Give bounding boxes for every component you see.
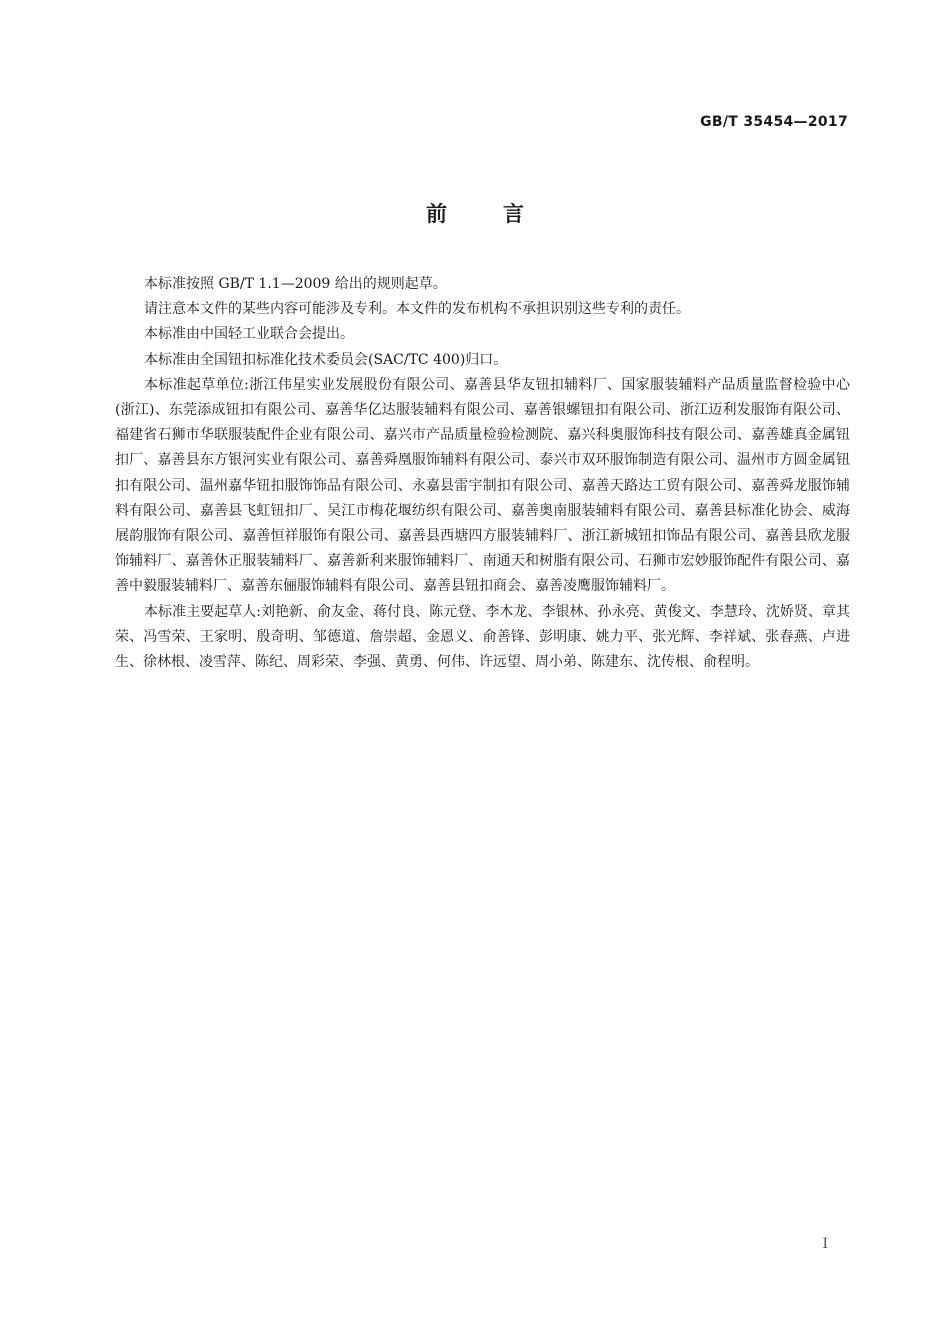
body-text <box>115 272 850 675</box>
paragraph-main-drafters: 本标准主要起草人:刘艳新、俞友金、蒋付良、陈元登、李木龙、李银林、孙永亮、黄俊文、李慧玲、沈娇贤、章其荣、冯雪荣、王家明、殷奇明、邹德道、詹崇超、金恩义、俞善锋、彭明康、姚力平、张光辉、李祥斌、张春燕、卢进生、徐林根、凌雪萍、陈纪、周彩荣、李强、黄勇、何伟、许远望、周小弟、陈建东、沈传根、俞程明。 <box>115 603 850 671</box>
paragraph-proposer: 本标准由中国轻工业联合会提出。 <box>144 326 354 343</box>
paragraph-centralized-by: 本标准由全国钮扣标准化技术委员会(SAC/TC 400)归口。 <box>144 351 508 368</box>
standard-number: GB/T 35454—2017 <box>700 114 848 130</box>
paragraph-drafting-units: 本标准起草单位:浙江伟星实业发展股份有限公司、嘉善县华友钮扣辅料厂、国家服装辅料产品质量监督检验中心(浙江)、东莞添成钮扣有限公司、嘉善华亿达服装辅料有限公司、嘉善银螺钮扣有限公司、浙江迈利发服饰有限公司、福建省石狮市华联服装配件企业有限公司、嘉兴市产品质量检验检测院、嘉兴科奥服饰科技有限公司、嘉善雄真金属钮扣厂、嘉善县东方银河实业有限公司、嘉善舜凰服饰辅料有限公司、泰兴市双环服饰制造有限公司、温州市方圆金属钮扣有限公司、温州嘉华钮扣服饰饰品有限公司、永嘉县雷宇制扣有限公司、嘉善天路达工贸有限公司、嘉善舜龙服饰辅料有限公司、嘉善县飞虹钮扣厂、吴江市梅花堰纺织有限公司、嘉善奥南服装辅料有限公司、嘉善县标准化协会、威海展韵服饰有限公司、嘉善恒祥服饰有限公司、嘉善县西塘四方服装辅料厂、浙江新城钮扣饰品有限公司、嘉善县欣龙服饰辅料厂、嘉善休正服装辅料厂、嘉善新利来服饰辅料厂、南通天和树脂有限公司、石狮市宏妙服饰配件有限公司、嘉善中毅服装辅料厂、嘉善东俪服饰辅料有限公司、嘉善县钮扣商会、嘉善凌鹰服饰辅料厂。 <box>115 376 850 595</box>
paragraph-patent-notice: 请注意本文件的某些内容可能涉及专利。本文件的发布机构不承担识别这些专利的责任。 <box>144 301 690 318</box>
page-number: I <box>822 1236 828 1252</box>
paragraph-drafting-rules: 本标准按照 GB/T 1.1—2009 给出的规则起草。 <box>144 276 447 292</box>
page-title: 前言 <box>426 202 580 226</box>
